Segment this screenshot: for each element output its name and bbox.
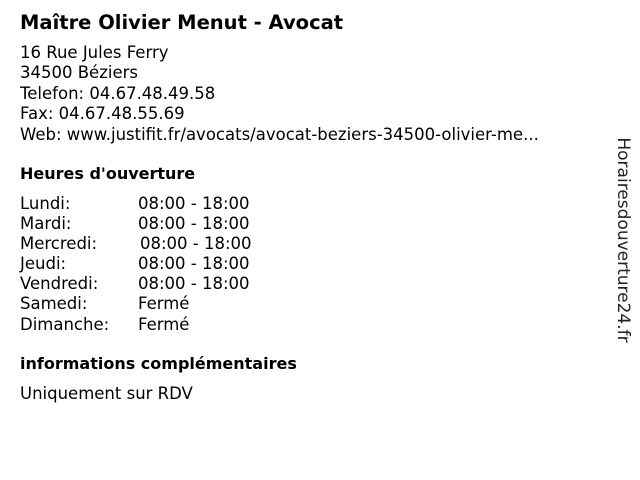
time-value: Fermé [138,294,190,314]
side-watermark-text: Horairesdouverture24.fr [613,137,633,343]
address-street: 16 Rue Jules Ferry [20,43,169,62]
time-value: 08:00 - 18:00 [138,254,250,274]
side-watermark [611,135,635,345]
day-label: Dimanche: [20,314,110,334]
additional-info-text: Uniquement sur RDV [20,384,193,403]
day-label: Lundi: [20,194,71,213]
additional-info-heading: informations complémentaires [20,354,297,373]
day-label: Mardi: [20,214,72,234]
day-label: Samedi: [20,294,88,314]
contact-block [20,43,539,145]
day-label: Jeudi: [20,254,67,274]
time-value: Fermé [138,314,190,334]
opening-hours-heading: Heures d'ouverture [20,164,196,183]
time-value: 08:00 - 18:00 [138,214,250,234]
fax-text: Fax: 04.67.48.55.69 [20,104,185,124]
time-value: 08:00 - 18:00 [138,274,250,294]
address-city: 34500 Béziers [20,63,138,83]
day-label: Mercredi: [20,234,98,254]
phone-text: Telefon: 04.67.48.49.58 [20,83,216,103]
day-label: Vendredi: [20,274,99,294]
web-link[interactable]: Web: www.justifit.fr/avocats/avocat-beziers-34500-olivier-me... [20,124,539,144]
time-value: 08:00 - 18:00 [140,234,252,254]
page-title: Maître Olivier Menut - Avocat [20,11,344,34]
time-value: 08:00 - 18:00 [138,194,250,213]
